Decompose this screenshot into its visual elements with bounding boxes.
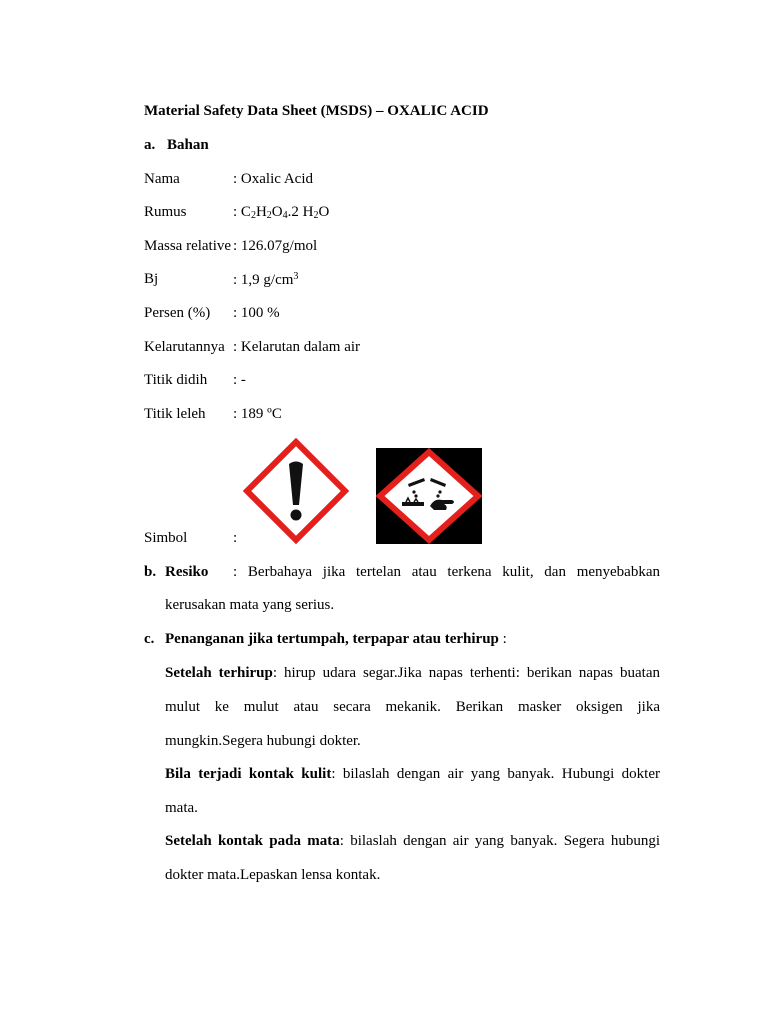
row-value-kelarutan: : Kelarutan dalam air [233, 339, 361, 355]
section-b-title: Resiko [165, 564, 209, 580]
row-label-persen: Persen (%) [144, 305, 211, 321]
row-label-massa: Massa relative [144, 238, 232, 254]
section-a-heading [144, 137, 209, 154]
paragraph-kontak-kulit: Bila terjadi kontak kulit: bilaslah dengan air yang banyak. Hubungi dokter mata. [165, 766, 660, 816]
row-label-titik-leleh: Titik leleh [144, 406, 206, 422]
row-label-rumus: Rumus [144, 204, 187, 220]
section-c-heading: Penanganan jika tertumpah, terpapar atau terhirup : [165, 631, 507, 647]
row-label-bj: Bj [144, 271, 159, 287]
row-value-titik-leleh: : 189 ºC [233, 406, 282, 422]
section-a-title: Bahan [167, 137, 209, 153]
simbol-colon: : [233, 530, 238, 546]
row-label-nama: Nama [144, 171, 180, 187]
row-value-massa: : 126.07g/mol [233, 238, 318, 254]
section-a-letter: a. [144, 137, 156, 153]
row-value-persen: : 100 % [233, 305, 280, 321]
section-c-letter: c. [144, 631, 155, 647]
row-label-titik-didih: Titik didih [144, 372, 208, 388]
row-value-rumus: : $C_2H_2O_4.2$ $H_2O$ [233, 204, 330, 221]
section-b-letter: b. [144, 564, 157, 580]
paragraph-terhirup: Setelah terhirup: hirup udara segar.Jika napas terhenti: berikan napas buatan mulut ke mulut atau secara mekanik. Berikan masker oksigen jika mungkin.Segera hubungi dokter. [165, 665, 661, 749]
row-label-kelarutan: Kelarutannya [144, 339, 225, 355]
paragraph-kontak-mata: Setelah kontak pada mata: bilaslah dengan air yang banyak. Segera hubungi dokter mata.Lepaskan lensa kontak. [165, 833, 660, 883]
section-c-title: Penanganan jika tertumpah, terpapar atau terhirup [165, 631, 499, 647]
row-value-bj: : 1,9 $g/cm^3$ [233, 271, 299, 288]
row-value-titik-didih: : - [233, 372, 246, 388]
document-title: Material Safety Data Sheet (MSDS) – OXALIC ACID [144, 103, 489, 119]
exclamation-hazard-icon [243, 438, 349, 544]
corrosive-hazard-icon [376, 448, 482, 544]
section-b-text-line1: : Berbahaya jika tertelan atau terkena kulit, dan menyebabkan [233, 564, 660, 580]
section-b-text-line2: kerusakan mata yang serius. [165, 597, 335, 613]
row-value-nama: : Oxalic Acid [233, 171, 313, 187]
simbol-label: Simbol [144, 530, 188, 546]
